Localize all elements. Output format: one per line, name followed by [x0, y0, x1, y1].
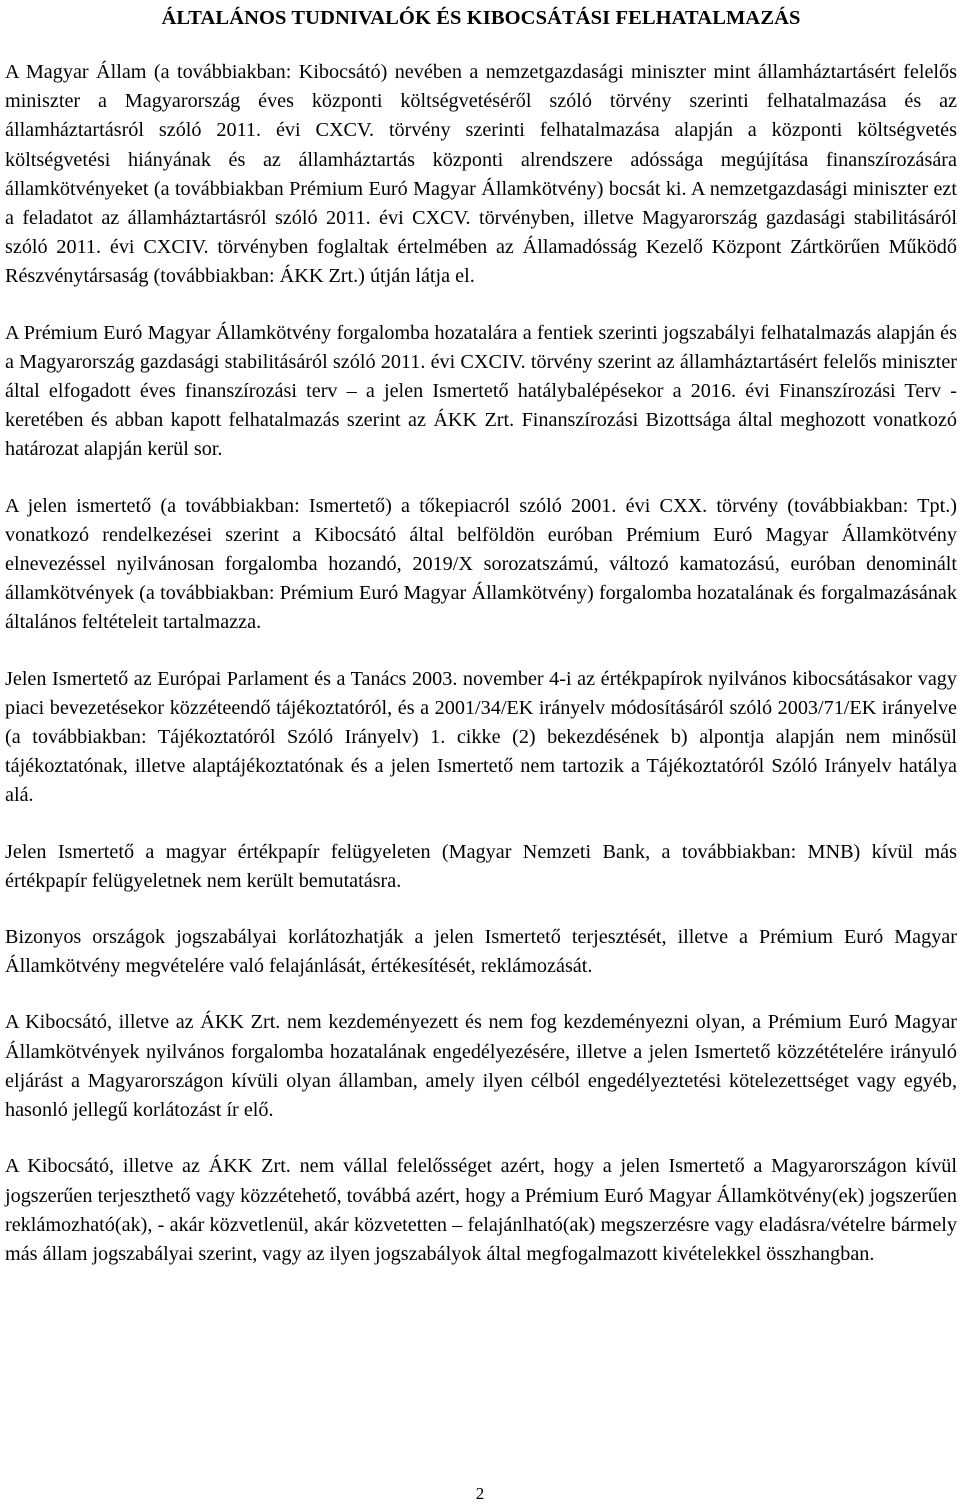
paragraph-country-restrictions: Bizonyos országok jogszabályai korlátozhatják a jelen Ismertető terjesztését, illetve a Prémium Euró Magyar Államkötvény megvételére való felajánlását, értékesítését, reklámozását. — [5, 926, 957, 978]
document-page — [5, 0, 957, 1296]
paragraph-no-foreign-procedure: A Kibocsátó, illetve az ÁKK Zrt. nem kezdeményezett és nem fog kezdeményezni olyan, a Prémium Euró Magyar Államkötvények nyilvános forgalomba hozatalának engedélyezésére, illetve a jelen Ismertető közzétételére irányuló eljárást a Magyarországon kívüli olyan államban, amely ilyen célból engedélyeztetési kötelezettséget vagy egyéb, hasonló jellegű korlátozást ír elő. — [5, 1011, 957, 1122]
paragraph-supervision: Jelen Ismertető a magyar értékpapír felügyeleten (Magyar Nemzeti Bank, a továbbiakban: MNB) kívül más értékpapír felügyeletnek nem került bemutatásra. — [5, 840, 957, 892]
paragraph-issuance-basis: A Prémium Euró Magyar Államkötvény forgalomba hozatalára a fentiek szerinti jogszabályi felhatalmazás alapján és a Magyarország gazdasági stabilitásáról szóló 2011. évi CXCIV. törvény szerint az államháztartásért felelős miniszter által elfogadott éves finanszírozási terv – a jelen Ismertető hatálybalépésekor a 2016. évi Finanszírozási Terv - keretében és abban kapott felhatalmazás szerint az ÁKK Zrt. Finanszírozási Bizottsága által meghozott vonatkozó határozat alapján kerül sor. — [5, 321, 957, 461]
paragraph-issuer-authorization: A Magyar Állam (a továbbiakban: Kibocsátó) nevében a nemzetgazdasági miniszter mint államháztartásért felelős miniszter a Magyarország éves központi költségvetéséről szóló törvény szerinti felhatalmazása és az államháztartásról szóló 2011. évi CXCV. törvény szerinti felhatalmazása alapján a központi költségvetés költségvetési hiányának és az államháztartás központi alrendszere adóssága megújítása finanszírozására államkötvényeket (a továbbiakban Prémium Euró Magyar Államkötvény) bocsát ki. A nemzetgazdasági miniszter ezt a feladatot az államháztartásról szóló 2011. évi CXCV. törvényben, illetve Magyarország gazdasági stabilitásáról szóló 2011. évi CXCIV. törvényben foglaltak értelmében az Államadósság Kezelő Központ Zártkörűen Működő Részvénytársaság (továbbiakban: ÁKK Zrt.) útján látja el. — [5, 61, 957, 288]
paragraph-eu-directive: Jelen Ismertető az Európai Parlament és a Tanács 2003. november 4-i az értékpapírok nyilvános kibocsátásakor vagy piaci bevezetésekor közzéteendő tájékoztatóról, és a 2001/34/EK irányelv módosításáról szóló 2003/71/EK irányelve (a továbbiakban: Tájékoztatóról Szóló Irányelv) 1. cikke (2) bekezdésének b) alpontja alapján nem minősül tájékoztatónak, illetve alaptájékoztatónak és a jelen Ismertető nem tartozik a Tájékoztatóról Szóló Irányelv hatálya alá. — [5, 667, 957, 807]
page-number: 2 — [475, 1484, 485, 1503]
paragraph-liability-disclaimer: A Kibocsátó, illetve az ÁKK Zrt. nem vállal felelősséget azért, hogy a jelen Ismertető a Magyarországon kívül jogszerűen terjeszthető vagy közzétehető, továbbá azért, hogy a Prémium Euró Magyar Államkötvény(ek) jogszerűen reklámozható(ak), - akár közvetlenül, akár közvetetten – felajánlható(ak) megszerzésre vagy eladásra/vételre bármely más állam jogszabályai szerint, vagy az ilyen jogszabályok által megfogalmazott kivételekkel összhangban. — [5, 1155, 957, 1265]
paragraph-prospectus-scope: A jelen ismertető (a továbbiakban: Ismertető) a tőkepiacról szóló 2001. évi CXX. törvény (továbbiakban: Tpt.) vonatkozó rendelkezései szerint a Kibocsátó által belföldön euróban Prémium Euró Magyar Államkötvény elnevezéssel nyilvánosan forgalomba hozandó, 2019/X sorozatszámú, változó kamatozású, euróban denominált államkötvények (a továbbiakban: Prémium Euró Magyar Államkötvény) forgalomba hozatalának és forgalmazásának általános feltételeit tartalmazza. — [5, 494, 957, 634]
document-title: ÁLTALÁNOS TUDNIVALÓK ÉS KIBOCSÁTÁSI FELHATALMAZÁS — [161, 7, 801, 29]
